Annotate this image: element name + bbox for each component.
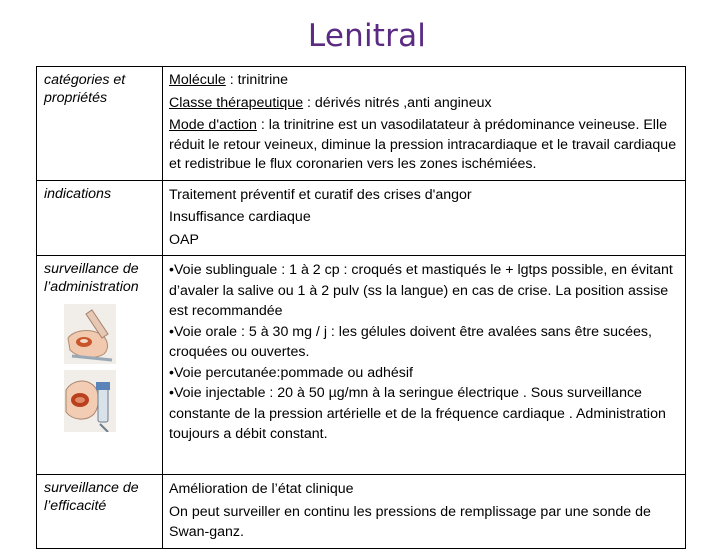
mode-of-action-label: Mode d'action: [169, 117, 257, 133]
administration-item: •Voie sublinguale : 1 à 2 cp : croqués et mastiqués le + lgtps possible, en évitant d’avaler la salive ou 1 à 2 pulv (ss la langue) en cas de crise. La position assise est recommandée: [169, 262, 673, 319]
row-category: indications: [37, 180, 163, 256]
administration-item: •Voie injectable : 20 à 50 µg/mn à la seringue électrique . Sous surveillance constante de la pression artérielle et de la fréquence cardiaque . Administration toujours a débit constant.: [169, 385, 666, 442]
molecule-value: : trinitrine: [225, 72, 289, 88]
molecule-line: [169, 71, 677, 91]
administration-illustration: [44, 304, 116, 469]
indication-item: Traitement préventif et curatif des crises d'angor: [169, 186, 472, 203]
row-category-cell: [37, 256, 163, 475]
mode-of-action-line: [169, 116, 677, 175]
therapeutic-class-line: [169, 94, 677, 114]
spray-administration-image: [64, 370, 116, 432]
page-title: Lenitral: [307, 18, 427, 54]
indication-item: OAP: [169, 231, 199, 248]
row-category: surveillance de l’efficacité: [37, 475, 163, 549]
indication-item: Insuffisance cardiaque: [169, 209, 311, 225]
row-content: [163, 180, 686, 256]
row-content: [163, 67, 686, 181]
therapeutic-class-value: : dérivés nitrés ,anti angineux: [303, 94, 492, 111]
therapeutic-class-label: Classe thérapeutique: [169, 94, 304, 111]
table-row: [37, 256, 686, 475]
sublingual-tablet-image: [64, 304, 116, 364]
administration-item: •Voie orale : 5 à 30 mg / j : les gélules doivent être avalées sans être sucées, croquées ou ouvertes.: [169, 323, 652, 360]
table-row: [37, 67, 686, 181]
row-content: [163, 256, 686, 475]
administration-item: •Voie percutanée:pommade ou adhésif: [169, 364, 413, 381]
row-content: [163, 475, 686, 549]
row-category: surveillance de l’administration: [44, 261, 139, 295]
mode-of-action-value: : la trinitrine est un vasodilatateur à prédominance veineuse. Elle réduit le retour veineux, diminue la pression intracardiaque et le travail cardiaque et redistribue le flux coronarien vers les zones ischémiées.: [169, 117, 677, 172]
table-row: [37, 475, 686, 549]
table-row: [37, 180, 686, 256]
drug-info-table: [36, 66, 686, 549]
row-category: catégories et propriétés: [37, 67, 163, 181]
molecule-label: Molécule: [169, 72, 226, 88]
efficacy-item: Amélioration de l’état clinique: [169, 481, 354, 497]
efficacy-item: On peut surveiller en continu les pressions de remplissage par une sonde de Swan-ganz.: [169, 503, 651, 540]
